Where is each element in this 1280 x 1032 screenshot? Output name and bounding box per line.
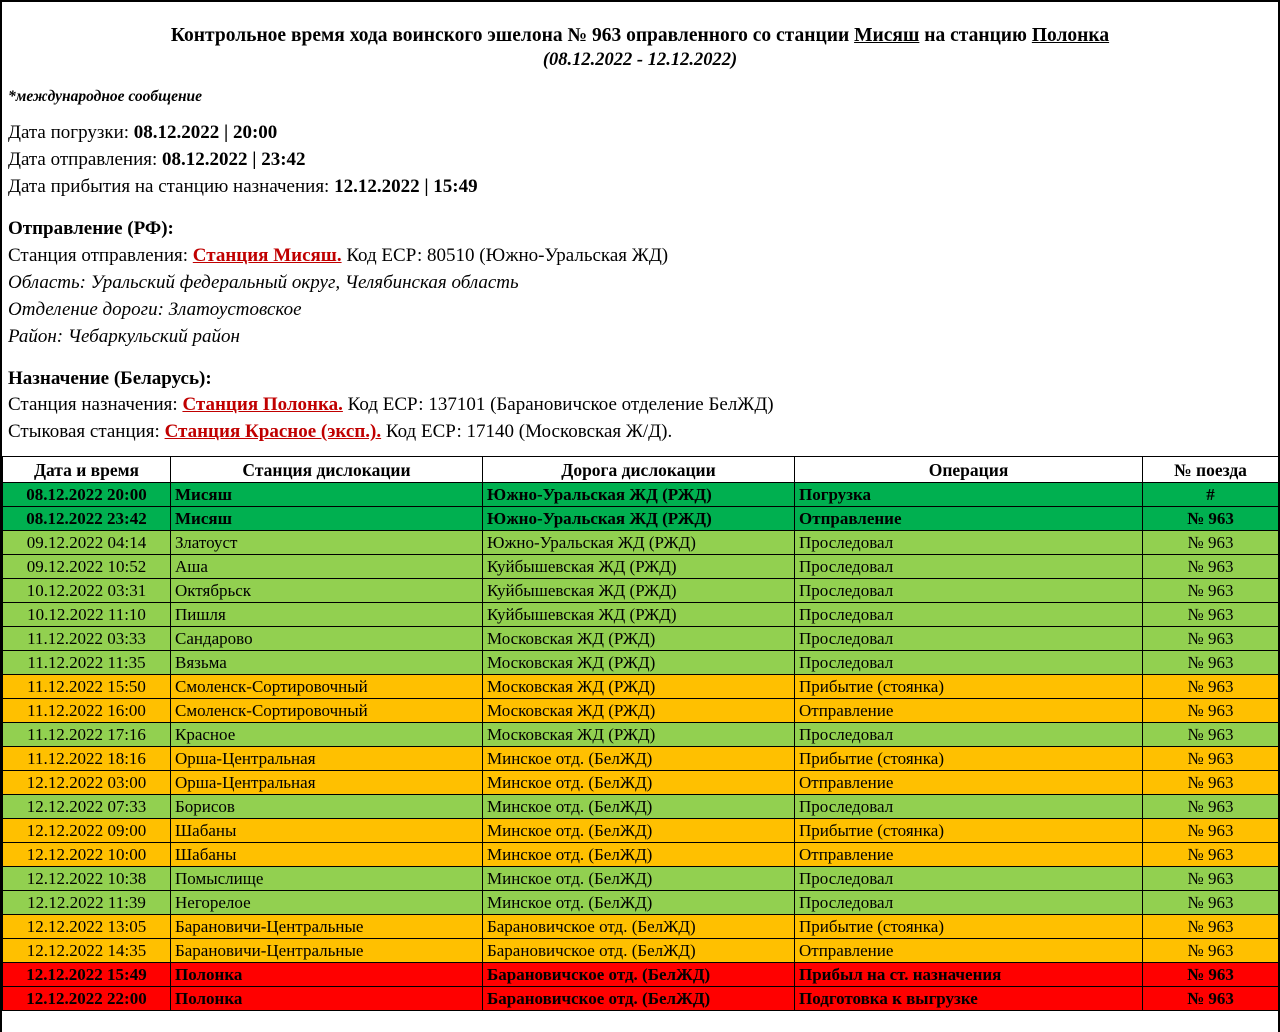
cell-train: № 963 [1143, 531, 1279, 555]
cell-datetime: 10.12.2022 03:31 [3, 579, 171, 603]
page-subtitle: (08.12.2022 - 12.12.2022) [542, 50, 738, 71]
column-header-operation: Операция [795, 457, 1143, 483]
table-row [3, 771, 1279, 795]
destination-station-code: Код ЕСР: 137101 (Барановичское отделение БелЖД) [342, 394, 774, 416]
departure-date-label: Дата отправления: [8, 149, 158, 171]
cell-station: Полонка [171, 963, 483, 987]
cell-operation: Прибыл на ст. назначения [795, 963, 1143, 987]
cell-datetime: 12.12.2022 10:00 [3, 843, 171, 867]
cell-datetime: 12.12.2022 10:38 [3, 867, 171, 891]
cell-operation: Проследовал [795, 603, 1143, 627]
cell-station: Вязьма [171, 651, 483, 675]
cell-road: Московская ЖД (РЖД) [483, 675, 795, 699]
cell-station: Шабаны [171, 819, 483, 843]
cell-operation: Проследовал [795, 579, 1143, 603]
cell-station: Орша-Центральная [171, 747, 483, 771]
cell-operation: Отправление [795, 939, 1143, 963]
loading-date-row [8, 120, 1278, 147]
column-header-train: № поезда [1143, 457, 1279, 483]
table-row [3, 603, 1279, 627]
cell-operation: Прибытие (стоянка) [795, 747, 1143, 771]
column-header-datetime: Дата и время [3, 457, 171, 483]
loading-date-value: 08.12.2022 | 20:00 [133, 122, 278, 144]
cell-datetime: 08.12.2022 20:00 [3, 483, 171, 507]
cell-road: Барановичское отд. (БелЖД) [483, 963, 795, 987]
table-row [3, 747, 1279, 771]
cell-datetime: 12.12.2022 09:00 [3, 819, 171, 843]
junction-station-row [8, 419, 1278, 446]
summary-info [2, 120, 1278, 446]
departure-district: Район: Чебаркульский район [8, 325, 240, 347]
cell-train: № 963 [1143, 675, 1279, 699]
cell-operation: Отправление [795, 843, 1143, 867]
cell-train: № 963 [1143, 747, 1279, 771]
cell-road: Барановичское отд. (БелЖД) [483, 915, 795, 939]
cell-datetime: 12.12.2022 11:39 [3, 891, 171, 915]
cell-station: Борисов [171, 795, 483, 819]
cell-road: Московская ЖД (РЖД) [483, 699, 795, 723]
table-row [3, 843, 1279, 867]
junction-station-label: Стыковая станция: [8, 421, 160, 443]
cell-operation: Прибытие (стоянка) [795, 819, 1143, 843]
title-station-from: Мисяш [854, 25, 920, 46]
cell-station: Смоленск-Сортировочный [171, 699, 483, 723]
destination-station-row [8, 392, 1278, 419]
cell-road: Барановичское отд. (БелЖД) [483, 987, 795, 1011]
cell-operation: Отправление [795, 699, 1143, 723]
table-row [3, 531, 1279, 555]
column-header-road: Дорога дислокации [483, 457, 795, 483]
departure-region: Область: Уральский федеральный округ, Челябинская область [8, 271, 519, 293]
departure-date-value: 08.12.2022 | 23:42 [162, 149, 306, 171]
cell-train: № 963 [1143, 603, 1279, 627]
cell-train: # [1143, 483, 1279, 507]
cell-road: Куйбышевская ЖД (РЖД) [483, 555, 795, 579]
arrival-date-row [8, 174, 1278, 201]
cell-operation: Проследовал [795, 555, 1143, 579]
cell-station: Сандарово [171, 627, 483, 651]
cell-road: Московская ЖД (РЖД) [483, 651, 795, 675]
cell-road: Минское отд. (БелЖД) [483, 795, 795, 819]
cell-operation: Проследовал [795, 723, 1143, 747]
cell-train: № 963 [1143, 843, 1279, 867]
title-middle: на станцию [919, 25, 1032, 46]
table-row [3, 555, 1279, 579]
cell-station: Красное [171, 723, 483, 747]
arrival-date-value: 12.12.2022 | 15:49 [334, 176, 478, 198]
table-row [3, 723, 1279, 747]
departure-station-code: Код ЕСР: 80510 (Южно-Уральская ЖД) [341, 244, 669, 266]
cell-datetime: 11.12.2022 17:16 [3, 723, 171, 747]
cell-train: № 963 [1143, 795, 1279, 819]
cell-train: № 963 [1143, 819, 1279, 843]
departure-date-row [8, 147, 1278, 174]
loading-date-label: Дата погрузки: [8, 122, 130, 144]
schedule-table [2, 456, 1279, 1011]
cell-road: Минское отд. (БелЖД) [483, 771, 795, 795]
cell-datetime: 08.12.2022 23:42 [3, 507, 171, 531]
cell-operation: Отправление [795, 507, 1143, 531]
arrival-date-label: Дата прибытия на станцию назначения: [8, 176, 330, 198]
cell-operation: Прибытие (стоянка) [795, 675, 1143, 699]
cell-station: Барановичи-Центральные [171, 915, 483, 939]
cell-datetime: 12.12.2022 22:00 [3, 987, 171, 1011]
title-prefix: Контрольное время хода воинского эшелона № 963 оправленного со станции [170, 25, 855, 46]
table-row [3, 483, 1279, 507]
cell-datetime: 12.12.2022 15:49 [3, 963, 171, 987]
page-title [42, 24, 1238, 48]
departure-division: Отделение дороги: Златоустовское [8, 298, 302, 320]
cell-road: Минское отд. (БелЖД) [483, 819, 795, 843]
table-row [3, 891, 1279, 915]
table-row [3, 507, 1279, 531]
cell-train: № 963 [1143, 723, 1279, 747]
cell-train: № 963 [1143, 579, 1279, 603]
cell-station: Помыслище [171, 867, 483, 891]
table-row [3, 819, 1279, 843]
cell-station: Златоуст [171, 531, 483, 555]
cell-station: Барановичи-Центральные [171, 939, 483, 963]
cell-operation: Прибытие (стоянка) [795, 915, 1143, 939]
cell-datetime: 12.12.2022 13:05 [3, 915, 171, 939]
cell-operation: Подготовка к выгрузке [795, 987, 1143, 1011]
table-row [3, 699, 1279, 723]
cell-datetime: 12.12.2022 14:35 [3, 939, 171, 963]
cell-datetime: 11.12.2022 11:35 [3, 651, 171, 675]
cell-datetime: 09.12.2022 10:52 [3, 555, 171, 579]
cell-datetime: 11.12.2022 15:50 [3, 675, 171, 699]
cell-operation: Проследовал [795, 651, 1143, 675]
cell-train: № 963 [1143, 507, 1279, 531]
cell-train: № 963 [1143, 627, 1279, 651]
cell-road: Минское отд. (БелЖД) [483, 891, 795, 915]
departure-station-label: Станция отправления: [8, 244, 189, 266]
departure-station-row [8, 243, 1278, 270]
cell-train: № 963 [1143, 699, 1279, 723]
cell-operation: Проследовал [795, 891, 1143, 915]
cell-datetime: 12.12.2022 03:00 [3, 771, 171, 795]
cell-train: № 963 [1143, 939, 1279, 963]
table-row [3, 627, 1279, 651]
cell-road: Минское отд. (БелЖД) [483, 843, 795, 867]
cell-operation: Проследовал [795, 531, 1143, 555]
table-row [3, 651, 1279, 675]
cell-road: Минское отд. (БелЖД) [483, 747, 795, 771]
cell-station: Мисяш [171, 507, 483, 531]
cell-road: Минское отд. (БелЖД) [483, 867, 795, 891]
cell-datetime: 11.12.2022 18:16 [3, 747, 171, 771]
document-title-block [2, 2, 1278, 72]
cell-train: № 963 [1143, 867, 1279, 891]
cell-operation: Проследовал [795, 867, 1143, 891]
title-station-to: Полонка [1031, 25, 1110, 46]
cell-road: Барановичское отд. (БелЖД) [483, 939, 795, 963]
cell-road: Южно-Уральская ЖД (РЖД) [483, 483, 795, 507]
cell-operation: Отправление [795, 771, 1143, 795]
destination-section-heading: Назначение (Беларусь): [8, 367, 212, 389]
junction-station-code: Код ЕСР: 17140 (Московская Ж/Д). [381, 421, 673, 443]
cell-road: Южно-Уральская ЖД (РЖД) [483, 531, 795, 555]
cell-station: Октябрьск [171, 579, 483, 603]
junction-station-name: Станция Красное (эксп.). [164, 421, 382, 443]
cell-datetime: 09.12.2022 04:14 [3, 531, 171, 555]
cell-station: Мисяш [171, 483, 483, 507]
cell-train: № 963 [1143, 651, 1279, 675]
cell-datetime: 11.12.2022 03:33 [3, 627, 171, 651]
international-note: *международное сообщение [8, 88, 203, 106]
cell-station: Орша-Центральная [171, 771, 483, 795]
table-row [3, 579, 1279, 603]
departure-station-name: Станция Мисяш. [192, 244, 342, 266]
cell-train: № 963 [1143, 891, 1279, 915]
cell-road: Московская ЖД (РЖД) [483, 723, 795, 747]
destination-station-name: Станция Полонка. [182, 394, 343, 416]
column-header-station: Станция дислокации [171, 457, 483, 483]
cell-road: Куйбышевская ЖД (РЖД) [483, 579, 795, 603]
cell-road: Московская ЖД (РЖД) [483, 627, 795, 651]
cell-train: № 963 [1143, 987, 1279, 1011]
destination-station-label: Станция назначения: [8, 394, 178, 416]
cell-station: Смоленск-Сортировочный [171, 675, 483, 699]
table-row [3, 939, 1279, 963]
cell-station: Шабаны [171, 843, 483, 867]
table-row [3, 987, 1279, 1011]
cell-datetime: 12.12.2022 07:33 [3, 795, 171, 819]
table-row [3, 795, 1279, 819]
cell-operation: Погрузка [795, 483, 1143, 507]
cell-station: Полонка [171, 987, 483, 1011]
cell-train: № 963 [1143, 915, 1279, 939]
cell-station: Пишля [171, 603, 483, 627]
cell-station: Негорелое [171, 891, 483, 915]
cell-operation: Проследовал [795, 627, 1143, 651]
table-row [3, 963, 1279, 987]
cell-datetime: 10.12.2022 11:10 [3, 603, 171, 627]
schedule-table-body [3, 483, 1279, 1011]
cell-train: № 963 [1143, 555, 1279, 579]
cell-train: № 963 [1143, 963, 1279, 987]
cell-datetime: 11.12.2022 16:00 [3, 699, 171, 723]
cell-operation: Проследовал [795, 795, 1143, 819]
departure-section-heading: Отправление (РФ): [8, 218, 174, 240]
table-row [3, 675, 1279, 699]
cell-road: Куйбышевская ЖД (РЖД) [483, 603, 795, 627]
cell-station: Аша [171, 555, 483, 579]
cell-train: № 963 [1143, 771, 1279, 795]
table-row [3, 915, 1279, 939]
cell-road: Южно-Уральская ЖД (РЖД) [483, 507, 795, 531]
table-row [3, 867, 1279, 891]
table-header-row [3, 457, 1279, 483]
